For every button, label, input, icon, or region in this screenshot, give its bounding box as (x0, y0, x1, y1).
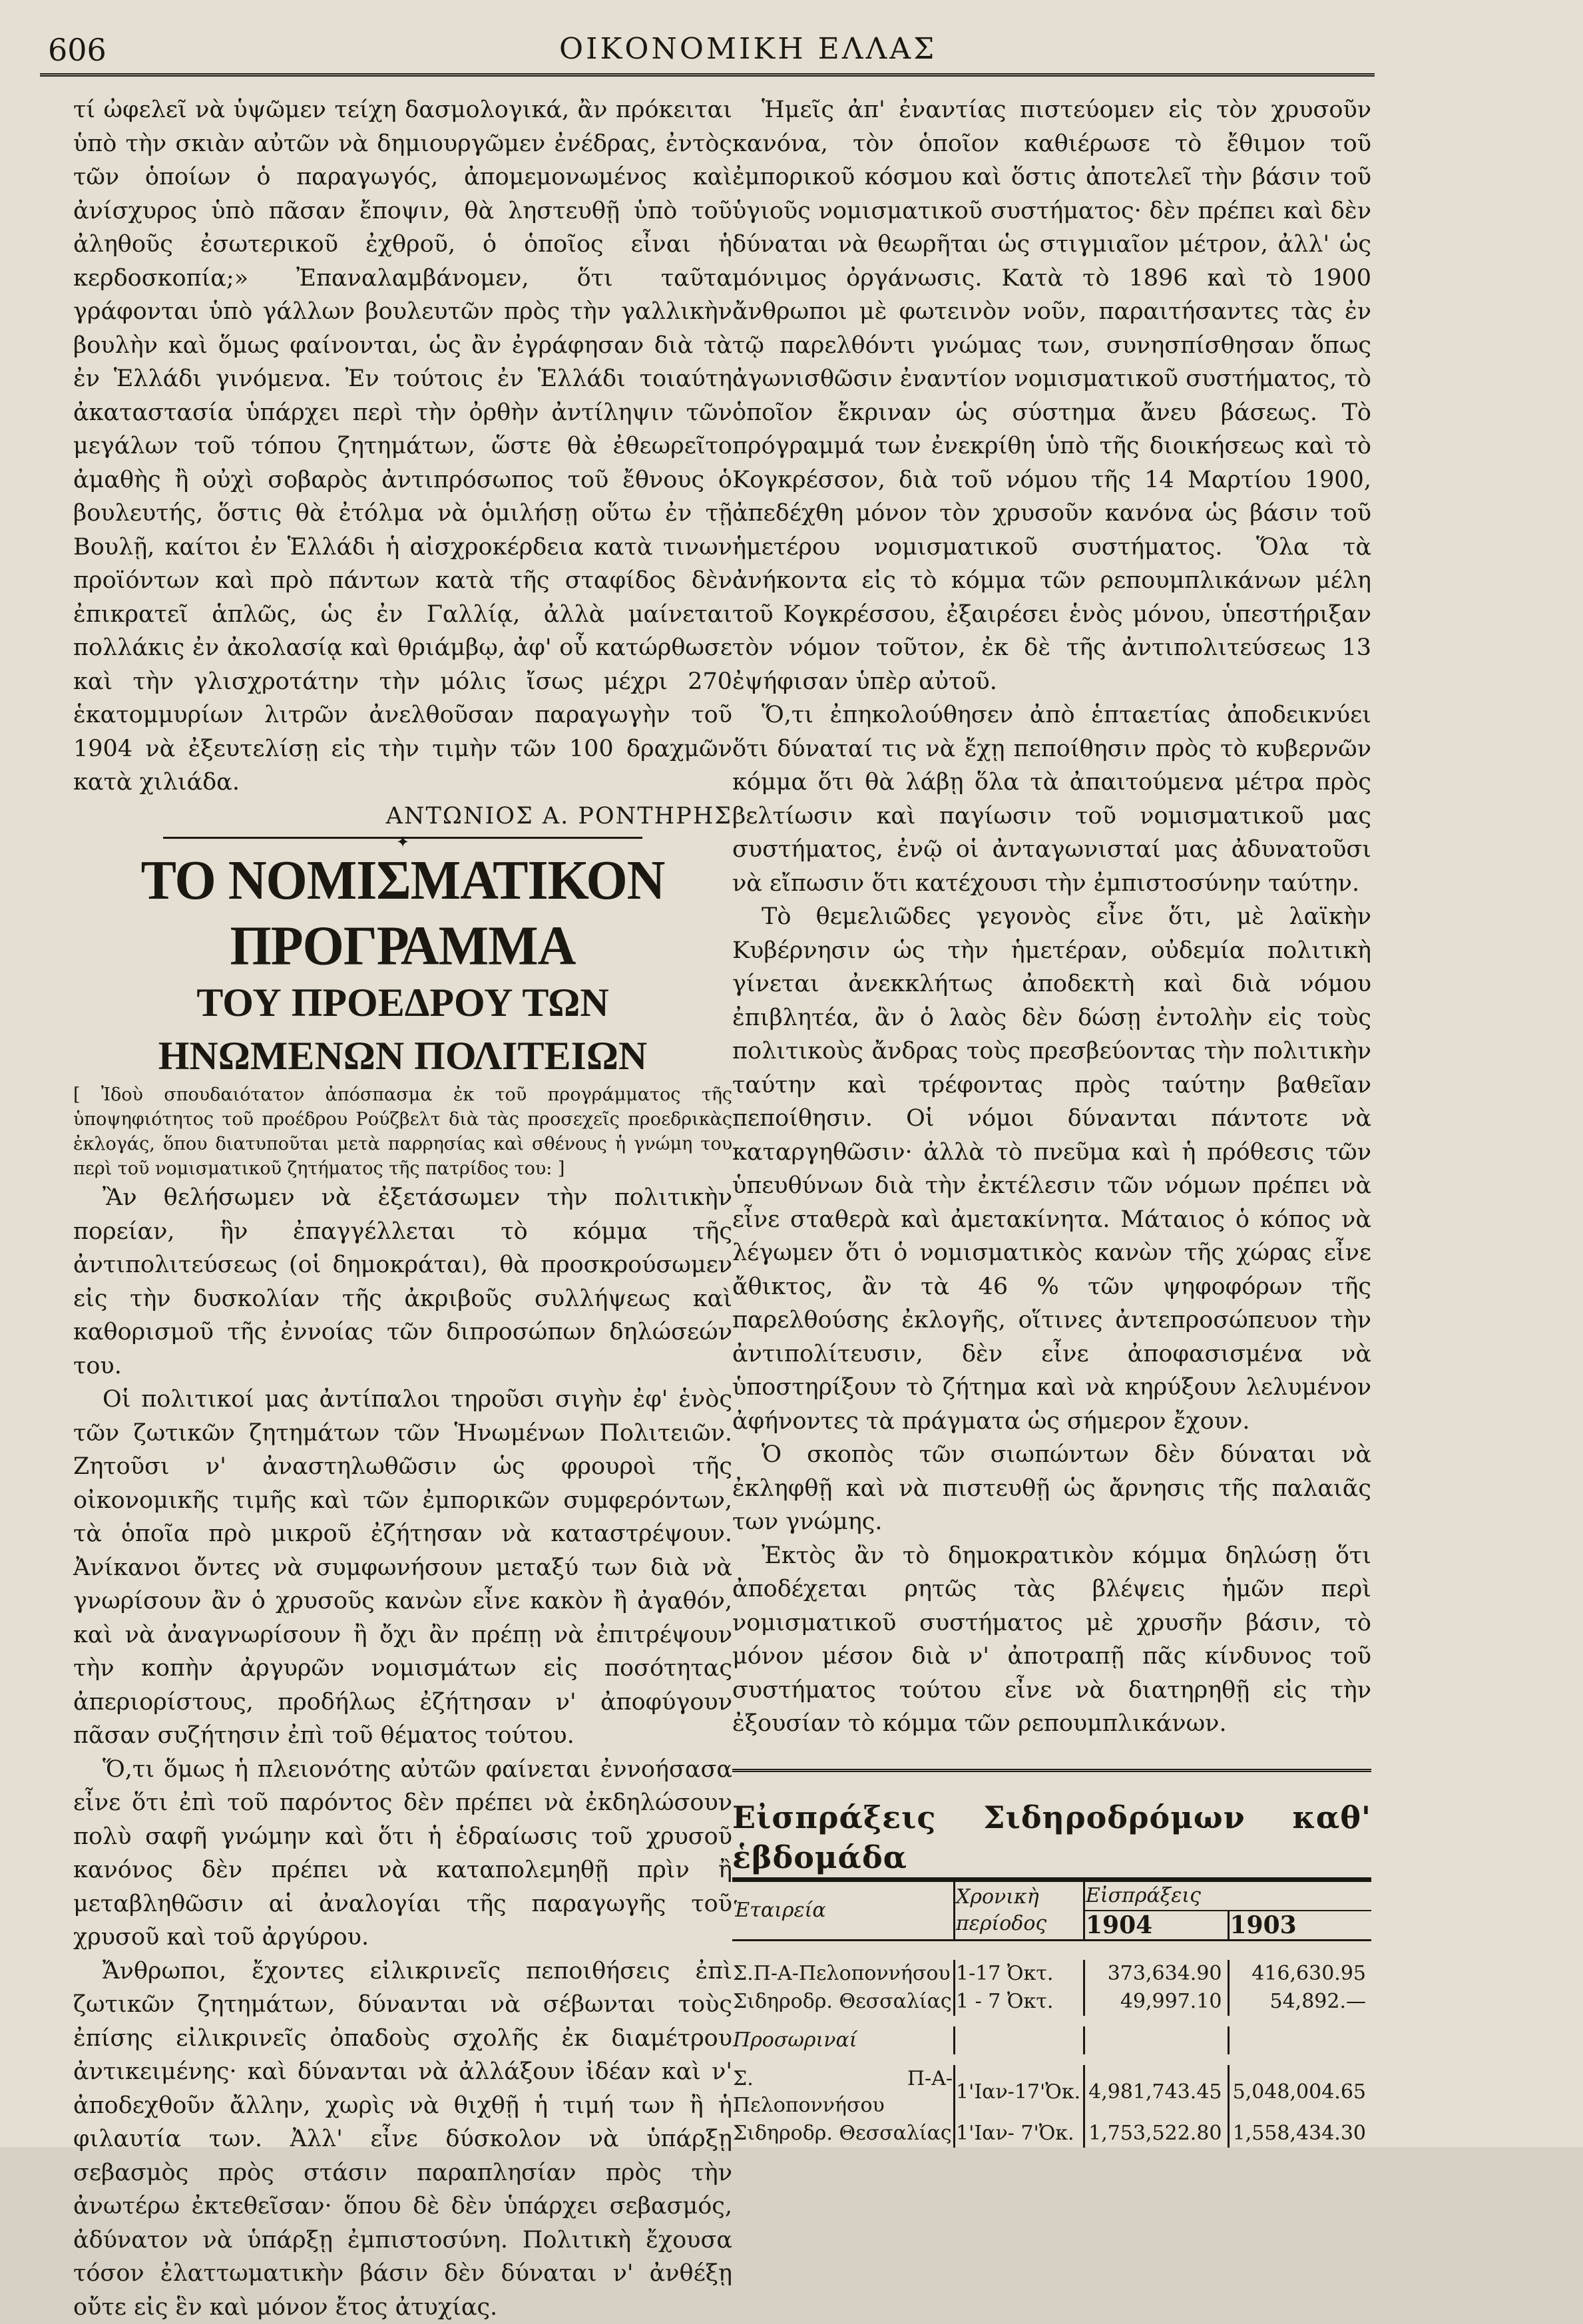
railway-receipts-table (732, 1877, 1371, 2148)
table-row (732, 1960, 1371, 1988)
article-intro-note: [ Ἰδοὺ σπουδαιότατον ἀπόσπασμα ἐκ τοῦ προγράμματος τῆς ὑποψηφιότητος τοῦ προέδρου Ρούζβελτ διὰ τὰς προσεχεῖς προεδρικὰς ἐκλογάς, ὅπου διατυποῦται μετὰ παρρησίας καὶ σθένους ἡ γνώμη του περὶ τοῦ νομισματικοῦ ζητήματος τῆς πατρίδος του: ] (73, 1082, 732, 1181)
table-row (732, 2065, 1371, 2120)
period-cell: 1-17 Ὀκτ. (955, 1960, 1084, 1988)
company-cell: Σιδηροδρ. Θεσσαλίας (732, 1988, 955, 2016)
year-1903-header: 1903 (1228, 1911, 1371, 1941)
article-paragraph: Ἂν θελήσωμεν νὰ ἐξετάσωμεν τὴν πολιτικὴν πορείαν, ἣν ἐπαγγέλλεται τὸ κόμμα τῆς ἀντιπολιτεύσεως (οἱ δημοκράται), θὰ προσκρούσωμεν εἰς τὴν δυσκολίαν τῆς ἀκριβοῦς συλλήψεως καὶ καθορισμοῦ τῆς ἐννοίας τῶν διπροσώπων δηλώσεών του. (73, 1181, 732, 1383)
title-divider: ✦ (163, 837, 642, 851)
table-section-row (732, 2026, 1371, 2054)
year-1904-header: 1904 (1084, 1911, 1229, 1941)
author-signature: ΑΝΤΩΝΙΟΣ Α. ΡΟΝΤΗΡΗΣ (73, 800, 732, 833)
period-cell: 1'Ιαν- 7'Ὀκ. (955, 2120, 1084, 2148)
provisional-label: Προσωριναί (732, 2026, 955, 2054)
col-receipts-header: Εἰσπράξεις (1084, 1879, 1372, 1911)
company-cell: Σιδηροδρ. Θεσσαλίας (732, 2120, 955, 2148)
value-1903-cell: 416,630.95 (1228, 1960, 1371, 1988)
article-paragraph: Οἱ πολιτικοί μας ἀντίπαλοι τηροῦσι σιγὴν ἐφ' ἑνὸς τῶν ζωτικῶν ζητημάτων τῶν Ἡνωμένων Πολιτειῶν. Ζητοῦσι ν' ἀναστηλωθῶσιν ὡς φρουροὶ τῆς οἰκονομικῆς τιμῆς καὶ τῶν ἐμπορικῶν συμφερόντων, τὰ ὁποῖα πρὸ μικροῦ ἐζήτησαν νὰ καταστρέψουν. Ἀνίκανοι ὄντες νὰ συμφωνήσουν μεταξύ των διὰ νὰ γνωρίσουν ἂν ὁ χρυσοῦς κανὼν εἶνε κακὸν ἢ ἀγαθόν, καὶ νὰ ἀναγνωρίσουν ἢ ὄχι ἂν πρέπῃ νὰ ἐπιτρέψουν τὴν κοπὴν ἀργυρῶν νομισμάτων εἰς ποσότητας ἀπεριορίστους, προδήλως ἐζήτησαν ν' ἀποφύγουν πᾶσαν συζήτησιν ἐπὶ τοῦ θέματος τούτου. (73, 1383, 732, 1753)
period-cell: 1'Ιαν-17'Ὀκ. (955, 2065, 1084, 2120)
left-column (73, 93, 732, 2324)
period-cell: 1 - 7 Ὀκτ. (955, 1988, 1084, 2016)
page-number: 606 (48, 32, 107, 68)
col-period-header: Χρονικὴ περίοδος (955, 1879, 1084, 1940)
table-title: Εἰσπράξεις Σιδηροδρόμων καθ' ἑβδομάδα (732, 1797, 1371, 1877)
value-1904-cell: 49,997.10 (1084, 1988, 1229, 2016)
value-1903-cell: 1,558,434.30 (1228, 2120, 1371, 2148)
article-paragraph: Ὅ,τι ἐπηκολούθησεν ἀπὸ ἑπταετίας ἀποδεικνύει ὅτι δύναταί τις νὰ ἔχῃ πεποίθησιν πρὸς τὸ κυβερνῶν κόμμα ὅτι θὰ λάβῃ ὅλα τὰ ἀπαιτούμενα μέτρα πρὸς βελτίωσιν καὶ παγίωσιν τοῦ νομισματικοῦ μας συστήματος, ἐνῷ οἱ ἀνταγωνισταί μας ἀδυνατοῦσι νὰ εἴπωσιν ὅτι κατέχουσι τὴν ἐμπιστοσύνην ταύτην. (732, 698, 1371, 900)
table-row (732, 2120, 1371, 2148)
table-row (732, 1988, 1371, 2016)
article-paragraph: Ὅ,τι ὅμως ἡ πλειονότης αὐτῶν φαίνεται ἐννοήσασα εἶνε ὅτι ἐπὶ τοῦ παρόντος δὲν πρέπει νὰ ἐκδηλώσουν πολὺ σαφῆ γνώμην καὶ ὅτι ἡ ἑδραίωσις τοῦ χρυσοῦ κανόνος δὲν πρέπει νὰ καταπολεμηθῇ πρὶν ἢ μεταβληθῶσιν αἱ ἀναλογίαι τῆς παραγωγῆς τοῦ χρυσοῦ καὶ τοῦ ἀργύρου. (73, 1753, 732, 1955)
value-1904-cell: 373,634.90 (1084, 1960, 1229, 1988)
journal-title: ΟΙΚΟΝΟΜΙΚΗ ΕΛΛΑΣ (559, 32, 937, 66)
value-1904-cell: 1,753,522.80 (1084, 2120, 1229, 2148)
right-column (732, 93, 1371, 2148)
value-1903-cell: 5,048,004.65 (1228, 2065, 1371, 2120)
article-paragraph: Ἐκτὸς ἂν τὸ δημοκρατικὸν κόμμα δηλώσῃ ὅτι ἀποδέχεται ρητῶς τὰς βλέψεις ἡμῶν περὶ νομισματικοῦ συστήματος μὲ χρυσῆν βάσιν, τὸ μόνον μέσον διὰ ν' ἀποτραπῇ πᾶς κίνδυνος τοῦ συστήματος τούτου εἶνε νὰ διατηρηθῇ εἰς τὴν ἐξουσίαν τὸ κόμμα τῶν ρεπουμπλικάνων. (732, 1539, 1371, 1741)
table-top-rule (732, 1769, 1371, 1772)
article-title-line-2: ΤΟΥ ΠΡΟΕΔΡΟΥ ΤΩΝ ΗΝΩΜΕΝΩΝ ΠΟΛΙΤΕΙΩΝ (73, 976, 732, 1082)
article-title-line-1: ΤΟ ΝΟΜΙΣΜΑΤΙΚΟΝ ΠΡΟΓΡΑΜΜΑ (73, 847, 732, 979)
article-paragraph: Ἄνθρωποι, ἔχοντες εἰλικρινεῖς πεποιθήσεις ἐπὶ ζωτικῶν ζητημάτων, δύνανται νὰ σέβωνται τοὺς ἐπίσης εἰλικρινεῖς ὀπαδοὺς σχολῆς ἐκ διαμέτρου ἀντικειμένης· καὶ δύνανται νὰ ἀλλάξουν ἰδέαν καὶ ν' ἀποδεχθοῦν ἄλλην, χωρὶς νὰ θιχθῇ ἡ τιμή των ἢ ἡ φιλαυτία των. Ἀλλ' εἶνε δύσκολον νὰ ὑπάρξῃ σεβασμὸς πρὸς στάσιν παραπλησίαν πρὸς τὴν ἀνωτέρω ἐκτεθεῖσαν· ὅπου δὲ δὲν ὑπάρχει σεβασμός, ἀδύνατον νὰ ὑπάρξῃ ἐμπιστοσύνη. Πολιτικὴ ἔχουσα τόσον ἐλαττωματικὴν βάσιν δὲν δύναται ν' ἀνθέξῃ οὔτε εἰς ἓν καὶ μόνον ἔτος ἀτυχίας. (73, 1955, 732, 2324)
header-rule (40, 73, 1375, 77)
article-paragraph: Ὁ σκοπὸς τῶν σιωπώντων δὲν δύναται νὰ ἐκληφθῇ καὶ νὰ πιστευθῇ ὡς ἄρνησις τῆς παλαιᾶς των γνώμης. (732, 1438, 1371, 1539)
page-header (40, 27, 1371, 80)
article-paragraph: Τὸ θεμελιῶδες γεγονὸς εἶνε ὅτι, μὲ λαϊκὴν Κυβέρνησιν ὡς τὴν ἡμετέραν, οὐδεμία πολιτικὴ γίνεται ἀνεκκλήτως ἀποδεκτὴ καὶ διὰ νόμου ἐπιβλητέα, ἂν ὁ λαὸς δὲν δώσῃ ἐντολὴν εἰς τοὺς πολιτικοὺς ἄνδρας τοὺς πρεσβεύοντας τὴν πολιτικὴν ταύτην καὶ τρέφοντας πρὸς ταύτην βαθεῖαν πεποίθησιν. Οἱ νόμοι δύνανται πάντοτε νὰ καταργηθῶσιν· ἀλλὰ τὸ πνεῦμα καὶ ἡ πρόθεσις τῶν ὑπευθύνων διὰ τὴν ἐκτέλεσιν τῶν νόμων πρέπει νὰ εἶνε σταθερὰ καὶ ἀμετακίνητα. Μάταιος ὁ κόπος νὰ λέγωμεν ὅτι ὁ νομισματικὸς κανὼν τῆς χώρας εἶνε ἄθικτος, ἂν τὰ 46 % τῶν ψηφοφόρων τῆς παρελθούσης ἐκλογῆς, οἵτινες ἀντεπροσώπευον τὴν ἀντιπολίτευσιν, δὲν εἶνε ἀποφασισμένα νὰ ὑποστηρίξουν τὸ ζήτημα καὶ νὰ κηρύξουν λελυμένον ἀφήνοντες τὰ πράγματα ὡς σήμερον ἔχουν. (732, 900, 1371, 1438)
col-company-header: Ἑταιρεία (732, 1879, 955, 1940)
company-cell: Σ. Π-Α-Πελοποννήσου (732, 2065, 955, 2120)
value-1903-cell: 54,892.— (1228, 1988, 1371, 2016)
company-cell: Σ.Π-Α-Πελοποννήσου (732, 1960, 955, 1988)
previous-article-ending: τί ὠφελεῖ νὰ ὑψῶμεν τείχη δασμολογικά, ἂν πρόκειται ὑπὸ τὴν σκιὰν αὐτῶν νὰ δημιουργῶμεν ἐνέδρας, ἐντὸς τῶν ὁποίων ὁ παραγωγός, ἀπομεμονωμένος καὶ ἀνίσχυρος ὑπὸ πᾶσαν ἔποψιν, θὰ ληστευθῇ ὑπὸ τοῦ ἀληθοῦς ἐσωτερικοῦ ἐχθροῦ, ὁ ὁποῖος εἶναι ἡ κερδοσκοπία;» Ἐπαναλαμβάνομεν, ὅτι ταῦτα γράφονται ὑπὸ γάλλων βουλευτῶν πρὸς τὴν γαλλικὴν βουλὴν καὶ ὅμως φαίνονται, ὡς ἂν ἐγράφησαν διὰ τὰ ἐν Ἑλλάδι γινόμενα. Ἐν τούτοις ἐν Ἑλλάδι τοιαύτη ἀκαταστασία ὑπάρχει περὶ τὴν ὀρθὴν ἀντίληψιν τῶν μεγάλων τοῦ τόπου ζητημάτων, ὥστε θὰ ἐθεωρεῖτο ἀμαθὴς ἢ οὐχὶ σοβαρὸς ἀντιπρόσωπος τοῦ ἔθνους ὁ βουλευτής, ὅστις θὰ ἐτόλμα νὰ ὁμιλήσῃ οὕτω ἐν τῇ Βουλῇ, καίτοι ἐν Ἑλλάδι ἡ αἰσχροκέρδεια κατὰ τινων προϊόντων καὶ πρὸ πάντων κατὰ τῆς σταφίδος δὲν ἐπικρατεῖ ἁπλῶς, ὡς ἐν Γαλλίᾳ, ἀλλὰ μαίνεται πολλάκις ἐν ἀκολασίᾳ καὶ θριάμβῳ, ἀφ' οὗ κατώρθωσε καὶ τὴν γλισχροτάτην τὴν μόλις ἴσως μέχρι 270 ἑκατομμυρίων λιτρῶν ἀνελθοῦσαν παραγωγὴν τοῦ 1904 νὰ ἐξευτελίσῃ εἰς τὴν τιμὴν τῶν 100 δραχμῶν κατὰ χιλιάδα. (73, 93, 732, 800)
value-1904-cell: 4,981,743.45 (1084, 2065, 1229, 2120)
article-paragraph: Ἡμεῖς ἀπ' ἐναντίας πιστεύομεν εἰς τὸν χρυσοῦν κανόνα, τὸν ὁποῖον καθιέρωσε τὸ ἔθιμον τοῦ ἐμπορικοῦ κόσμου καὶ ὅστις ἀποτελεῖ τὴν βάσιν τοῦ ὑγιοῦς νομισματικοῦ συστήματος· δὲν πρέπει καὶ δὲν δύναται νὰ θεωρῆται ὡς στιγμιαῖον μέτρον, ἀλλ' ὡς μόνιμος ὀργάνωσις. Κατὰ τὸ 1896 καὶ τὸ 1900 ἄνθρωποι μὲ φωτεινὸν νοῦν, παραιτήσαντες τὰς ἐν τῷ παρελθόντι γνώμας των, συνησπίσθησαν ὅπως ἀγωνισθῶσιν ἐναντίον νομισματικοῦ συστήματος, τὸ ὁποῖον ἔκριναν ὡς σύστημα ἄνευ βάσεως. Τὸ πρόγραμμά των ἐνεκρίθη ὑπὸ τῆς διοικήσεως καὶ τὸ Κογκρέσσον, διὰ τοῦ νόμου τῆς 14 Μαρτίου 1900, ἀπεδέχθη μόνον τὸν χρυσοῦν κανόνα ὡς βάσιν τοῦ ἡμετέρου νομισματικοῦ συστήματος. Ὅλα τὰ ἀνήκοντα εἰς τὸ κόμμα τῶν ρεπουμπλικάνων μέλη τοῦ Κογκρέσσου, ἐξαιρέσει ἑνὸς μόνου, ὑπεστήριξαν τὸν νόμον τοῦτον, ἐκ δὲ τῆς ἀντιπολιτεύσεως 13 ἐψήφισαν ὑπὲρ αὐτοῦ. (732, 93, 1371, 698)
